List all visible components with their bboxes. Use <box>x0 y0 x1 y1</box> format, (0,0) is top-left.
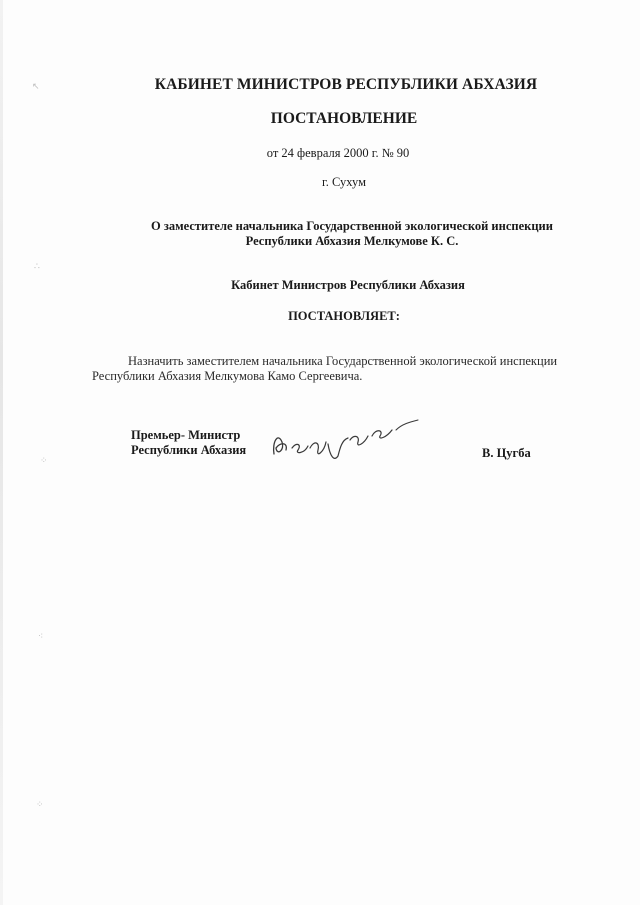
document-subject <box>32 219 640 249</box>
page-edge-shadow <box>0 0 3 905</box>
signatory-title-line: Республики Абхазия <box>131 443 247 457</box>
scan-speck: ⁖ <box>38 632 44 642</box>
body-line: Республики Абхазия Мелкумова Камо Сергеевича. <box>92 369 363 383</box>
subject-line: Республики Абхазия Мелкумове К. С. <box>245 234 459 248</box>
decree-body <box>92 354 574 384</box>
document-type-heading: ПОСТАНОВЛЕНИЕ <box>270 110 418 127</box>
scan-speck: ↖ <box>32 82 40 92</box>
decree-word: ПОСТАНОВЛЯЕТ: <box>288 309 400 323</box>
date-and-number: от 24 февраля 2000 г. № 90 <box>266 146 410 160</box>
scan-speck: ∴ <box>34 262 40 272</box>
place-of-issue: г. Сухум <box>321 175 366 189</box>
handwritten-signature <box>268 412 424 464</box>
signatory-name: В. Цугба <box>482 446 531 460</box>
scan-speck: ⁘ <box>36 800 44 810</box>
scan-speck: ⁘ <box>40 456 48 466</box>
organization-heading: КАБИНЕТ МИНИСТРОВ РЕСПУБЛИКИ АБХАЗИЯ <box>154 76 538 93</box>
subject-line: О заместителе начальника Государственной экологической инспекции <box>151 219 553 233</box>
issuing-body: Кабинет Министров Республики Абхазия <box>231 278 465 292</box>
signatory-title-line: Премьер- Министр <box>131 428 241 442</box>
body-line: Назначить заместителем начальника Государственной экологической инспекции <box>128 354 558 368</box>
signatory-title <box>131 428 246 458</box>
